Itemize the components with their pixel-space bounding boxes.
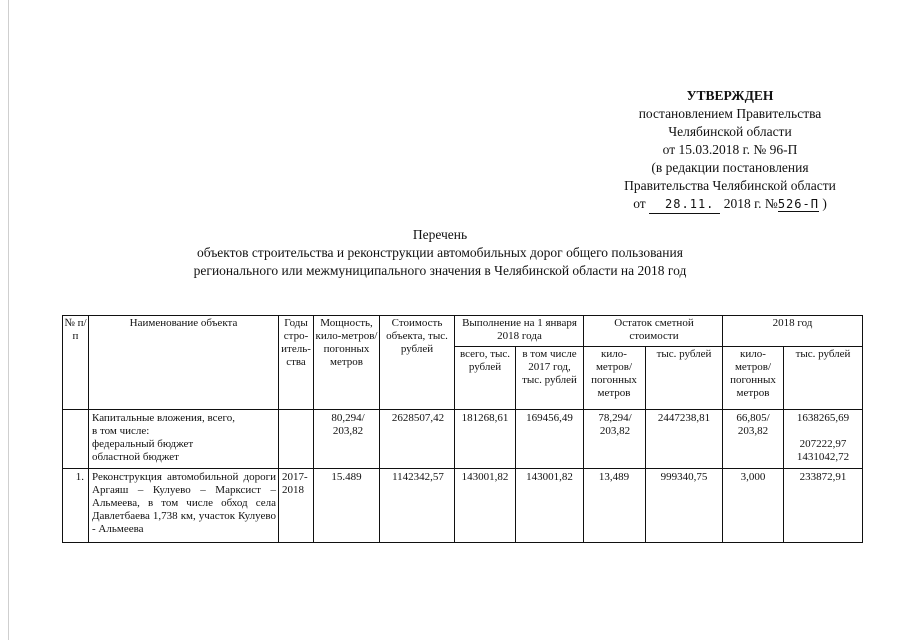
- header-years: Годы стро-итель-ства: [281, 317, 311, 368]
- row-1-2018-rub: 233872,91: [799, 471, 847, 483]
- approval-stamp: [560, 87, 900, 214]
- row-1-num: 1.: [75, 471, 84, 483]
- row-1-done-total: 143001,82: [461, 471, 509, 483]
- header-cost: Стоимость объекта, тыс. рублей: [386, 317, 448, 355]
- header-rest-rub: тыс. рублей: [656, 348, 712, 360]
- document-title-line: объектов строительства и реконструкции автомобильных дорог общего пользования: [197, 245, 683, 260]
- date-prefix: от: [633, 196, 646, 211]
- date-mid: 2018 г. №: [723, 196, 778, 211]
- document-title: [140, 226, 740, 280]
- col-border: [645, 346, 646, 543]
- date-suffix: ): [822, 196, 827, 211]
- totals-name-line: Капитальные вложения, всего,: [92, 412, 235, 424]
- header-2018-rub: тыс. рублей: [795, 348, 851, 360]
- header-rest-km: кило-метров/ погонных метров: [591, 348, 637, 399]
- table-border-top: [62, 315, 863, 316]
- header-2018-km: кило-метров/ погонных метров: [730, 348, 776, 399]
- document-title-line: Перечень: [412, 227, 468, 242]
- header-done-total: всего, тыс. рублей: [459, 348, 511, 373]
- approval-date-line: [560, 195, 900, 214]
- header-done-2017: в том числе 2017 год, тыс. рублей: [522, 348, 577, 386]
- header-rest-group: Остаток сметной стоимости: [614, 317, 694, 342]
- totals-2018-rub-federal: 207222,97: [799, 438, 847, 450]
- col-border: [515, 346, 516, 543]
- approval-title: УТВЕРЖДЕН: [686, 88, 774, 103]
- totals-name-line: федеральный бюджет: [92, 438, 194, 450]
- totals-cost: 2628507,42: [391, 412, 445, 424]
- totals-2018-rub-regional: 1431042,72: [796, 451, 850, 463]
- handwritten-number: 526-П: [777, 197, 819, 211]
- handwritten-date: 28.11.: [649, 195, 720, 214]
- header-name: Наименование объекта: [129, 317, 238, 329]
- col-border: [722, 315, 723, 543]
- col-border: [454, 315, 455, 543]
- totals-2018-rub-total: 1638265,69: [796, 412, 850, 424]
- approval-line: Челябинской области: [668, 124, 792, 139]
- col-border: [862, 315, 863, 543]
- approval-line: Правительства Челябинской области: [624, 178, 836, 193]
- objects-table: [62, 315, 863, 543]
- row-1-capacity: 15.489: [331, 471, 362, 483]
- col-border: [88, 315, 89, 543]
- row-1-rest-km: 13,489: [598, 471, 630, 483]
- document-title-line: регионального или межмуниципального значения в Челябинской области на 2018 год: [193, 263, 687, 278]
- totals-done-2017: 169456,49: [526, 412, 573, 424]
- header-capacity: Мощность, кило-метров/ погонных метров: [315, 317, 378, 368]
- row-1-rest-rub: 999340,75: [660, 471, 708, 483]
- totals-capacity: 80,294/ 203,82: [331, 412, 365, 437]
- totals-name-line: в том числе:: [92, 425, 150, 437]
- row-1-years: 2017-2018: [282, 471, 308, 496]
- table-border-bottom: [62, 542, 863, 543]
- row-1-done-2017: 143001,82: [526, 471, 573, 483]
- col-border: [278, 315, 279, 543]
- col-border: [62, 315, 63, 543]
- row-1-2018-km: 3,000: [740, 471, 766, 483]
- row-totals-name: [92, 412, 276, 464]
- col-border: [313, 315, 314, 543]
- row-1-cost: 1142342,57: [392, 471, 444, 483]
- approval-line: (в редакции постановления: [651, 160, 809, 175]
- totals-done-total: 181268,61: [461, 412, 509, 424]
- totals-rest-rub: 2447238,81: [657, 412, 711, 424]
- totals-name-line: областной бюджет: [92, 451, 179, 463]
- scan-edge: [8, 0, 9, 640]
- row-1-name: Реконструкция автомобильной дороги Аргаяш – Кулуево – Марксист – Альмеева, в том числе обход села Давлетбаева 1,738 км, участок Кулуево - Альмеева: [92, 471, 276, 535]
- header-2018-group: 2018 год: [772, 317, 813, 329]
- totals-rest-km: 78,294/ 203,82: [598, 412, 632, 437]
- header-bottom-line: [62, 409, 863, 410]
- totals-2018-km: 66,805/ 203,82: [736, 412, 770, 437]
- row-separator: [62, 468, 863, 469]
- header-num: № п/п: [64, 317, 87, 342]
- approval-line: постановлением Правительства: [638, 106, 822, 121]
- header-done-group: Выполнение на 1 января 2018 года: [462, 317, 577, 342]
- col-border: [783, 346, 784, 543]
- col-border: [379, 315, 380, 543]
- approval-line: от 15.03.2018 г. № 96-П: [662, 142, 798, 157]
